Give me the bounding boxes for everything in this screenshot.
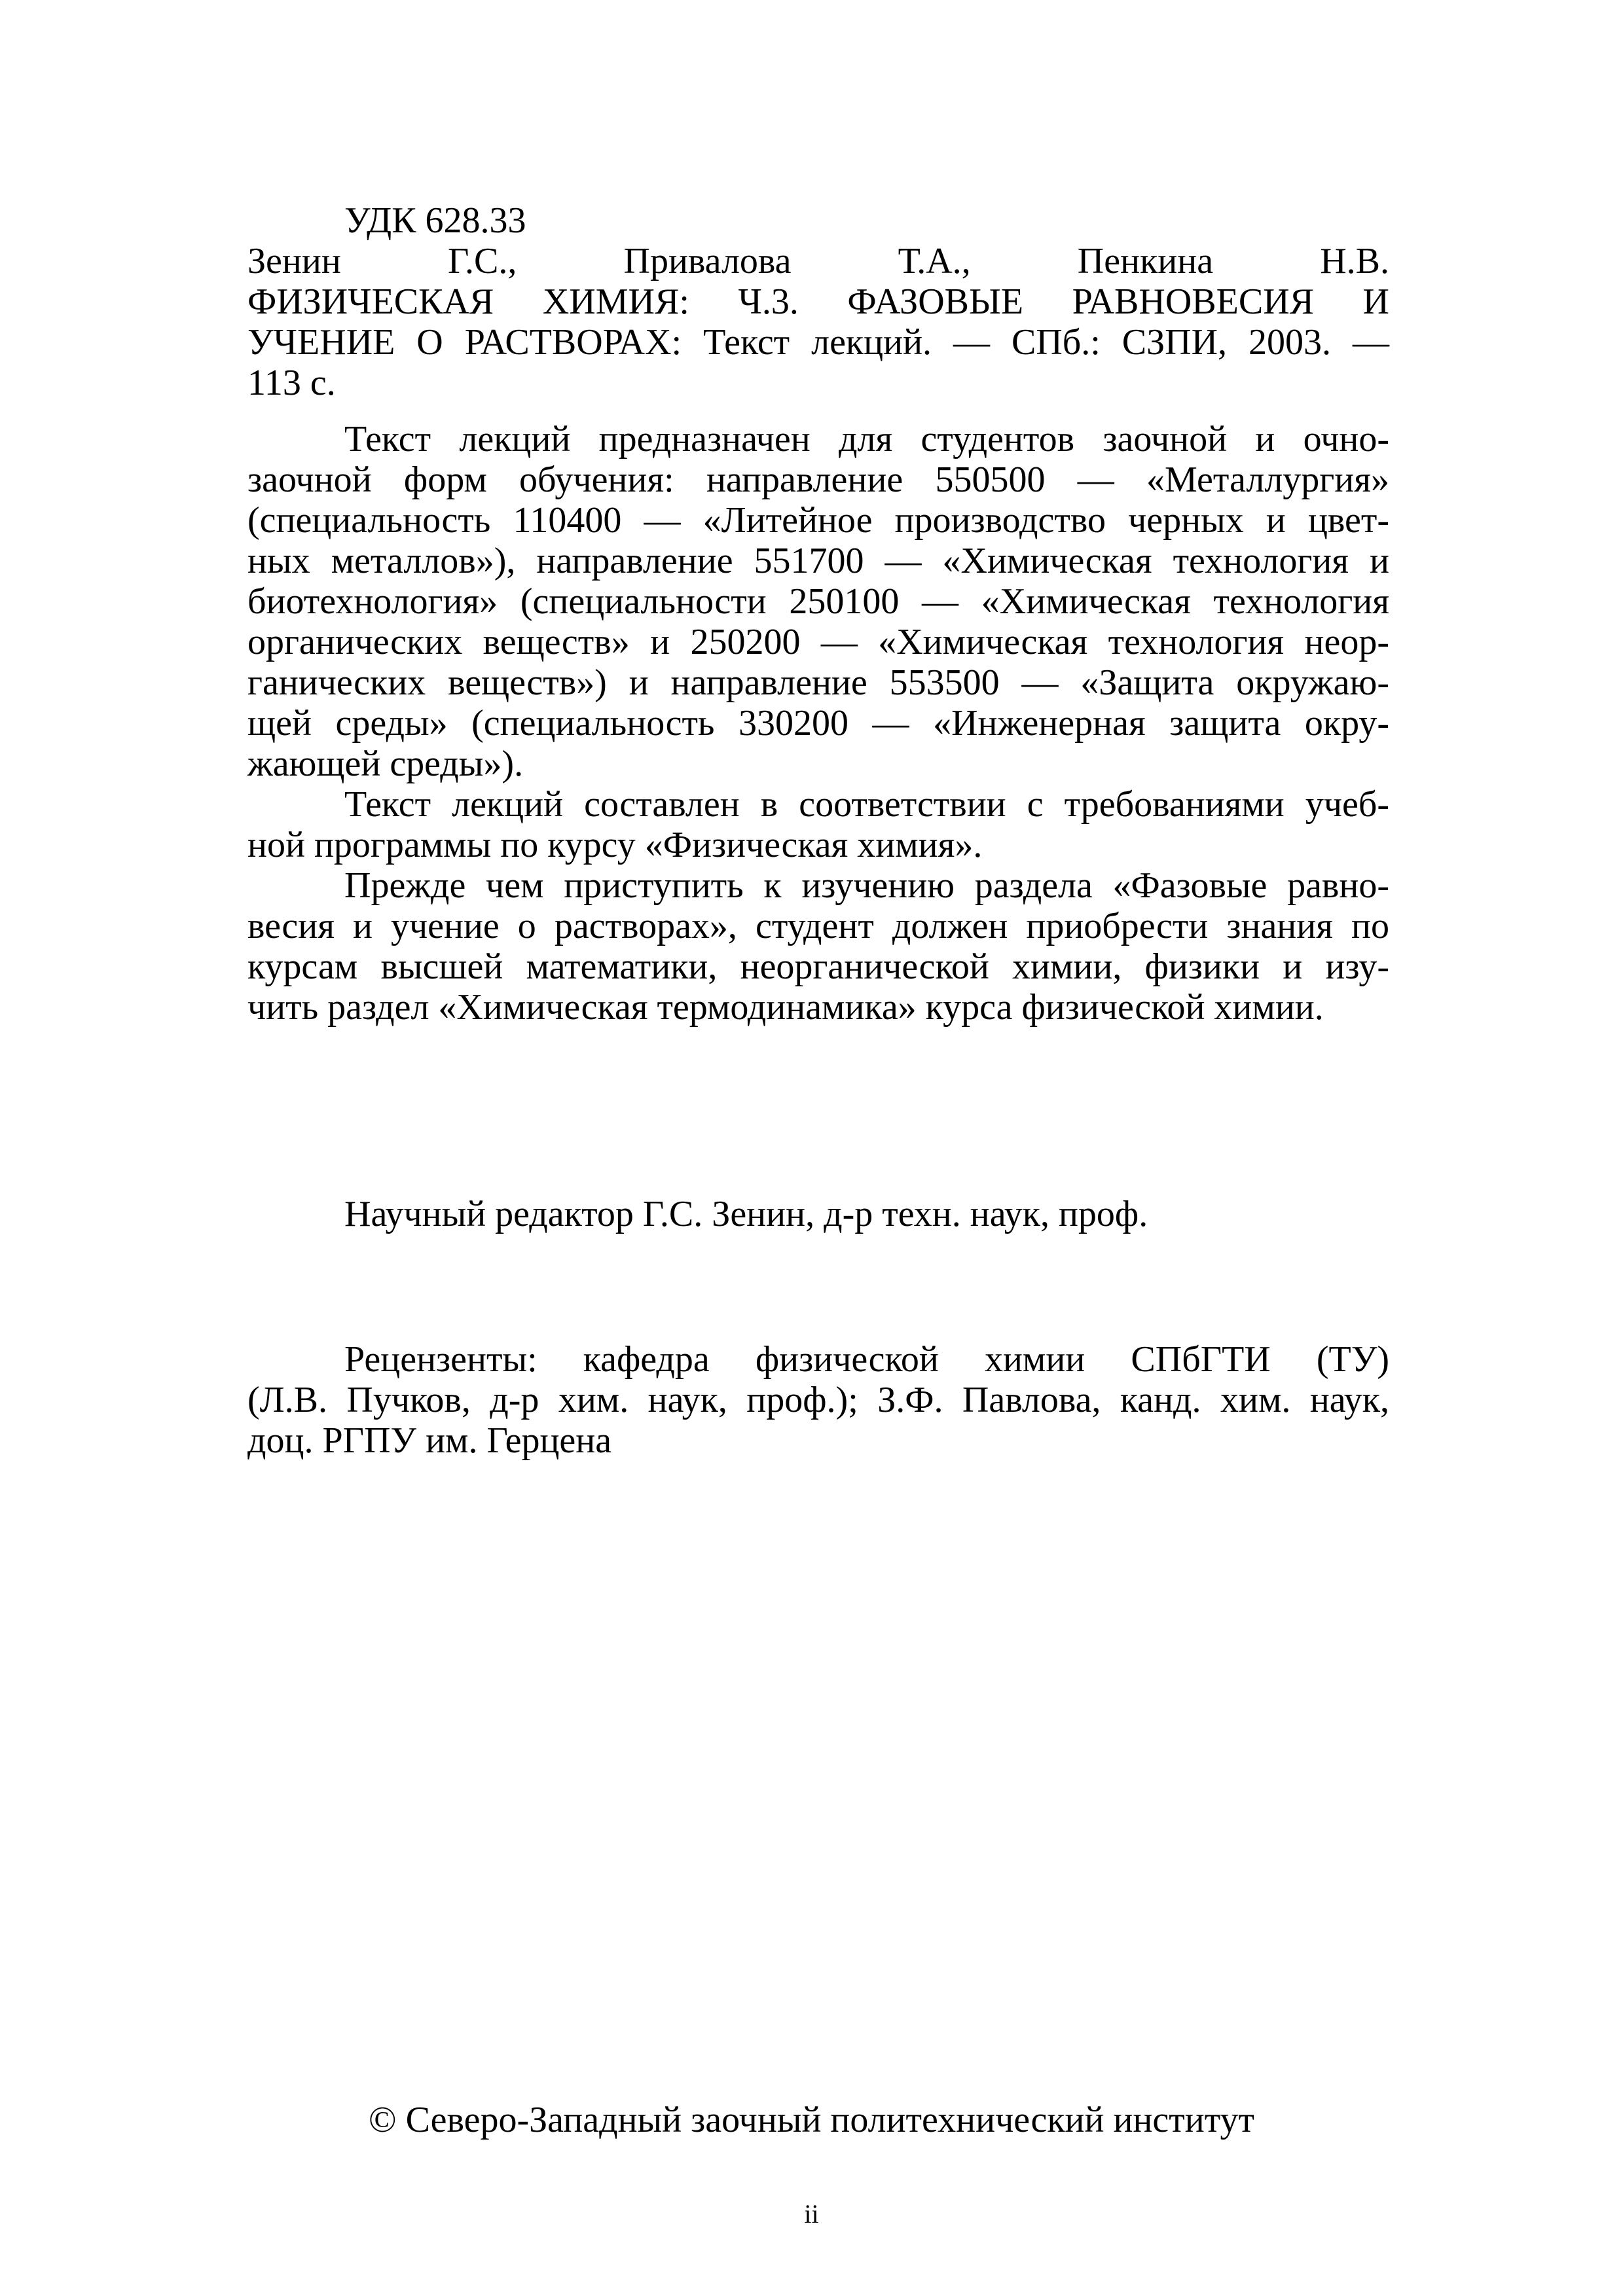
- annotation-p2-line: Текст лекций составлен в соответствии с требованиями учеб-: [344, 784, 1389, 825]
- bib-line-pages: 113 с.: [247, 363, 336, 403]
- annotation-p1-line: заочной форм обучения: направление 550500 — «Металлургия»: [247, 459, 1389, 500]
- annotation-p3-line: Прежде чем приступить к изучению раздела «Фазовые равно-: [344, 865, 1389, 906]
- annotation-p1-line: биотехнология» (специальности 250100 — «Химическая технология: [247, 581, 1389, 622]
- annotation-p1-line: ганических веществ») и направление 553500 — «Защита окружаю-: [247, 662, 1389, 703]
- annotation-p2-line: ной программы по курсу «Физическая химия».: [247, 825, 983, 865]
- annotation-p3-line: курсам высшей математики, неорганической химии, физики и изу-: [247, 946, 1389, 987]
- bibliographic-record: [247, 241, 1389, 403]
- reviewers-line: (Л.В. Пучков, д-р хим. наук, проф.); З.Ф. Павлова, канд. хим. наук,: [247, 1380, 1389, 1420]
- annotation-p1-line: (специальность 110400 — «Литейное производство черных и цвет-: [247, 500, 1389, 541]
- udk-code: [247, 200, 1389, 241]
- annotation-p1-line: щей среды» (специальность 330200 — «Инженерная защита окру-: [247, 703, 1389, 744]
- bib-line-title: ФИЗИЧЕСКАЯ ХИМИЯ: Ч.3. ФАЗОВЫЕ РАВНОВЕСИЯ И: [247, 281, 1389, 322]
- reviewers-line: доц. РГПУ им. Герцена: [247, 1420, 612, 1461]
- annotation-p1-line: жающей среды»).: [247, 744, 524, 784]
- reviewers-line: Рецензенты: кафедра физической химии СПбГТИ (ТУ): [344, 1339, 1389, 1380]
- udk-line: УДК 628.33: [344, 200, 526, 241]
- page-number: ii: [804, 2199, 819, 2229]
- editor-line: Научный редактор Г.С. Зенин, д-р техн. наук, проф.: [344, 1194, 1148, 1234]
- reviewers: [247, 1339, 1389, 1461]
- annotation-p3-line: весия и учение о растворах», студент должен приобрести знания по: [247, 906, 1389, 946]
- scientific-editor: [247, 1194, 1389, 1234]
- annotation-p1-line: Текст лекций предназначен для студентов заочной и очно-: [344, 419, 1389, 459]
- annotation-p1-line: органических веществ» и 250200 — «Химическая технология неор-: [247, 622, 1389, 662]
- annotation: [247, 419, 1389, 1028]
- annotation-p1-line: ных металлов»), направление 551700 — «Химическая технология и: [247, 541, 1389, 581]
- copyright-notice: © Северо-Западный заочный политехнический институт: [369, 2100, 1254, 2140]
- annotation-p3-line: чить раздел «Химическая термодинамика» курса физической химии.: [247, 987, 1324, 1028]
- bib-line-title-cont: УЧЕНИЕ О РАСТВОРАХ: Текст лекций. — СПб.: СЗПИ, 2003. —: [247, 322, 1389, 363]
- bib-line-authors: Зенин Г.С., Привалова Т.А., Пенкина Н.В.: [247, 241, 1389, 281]
